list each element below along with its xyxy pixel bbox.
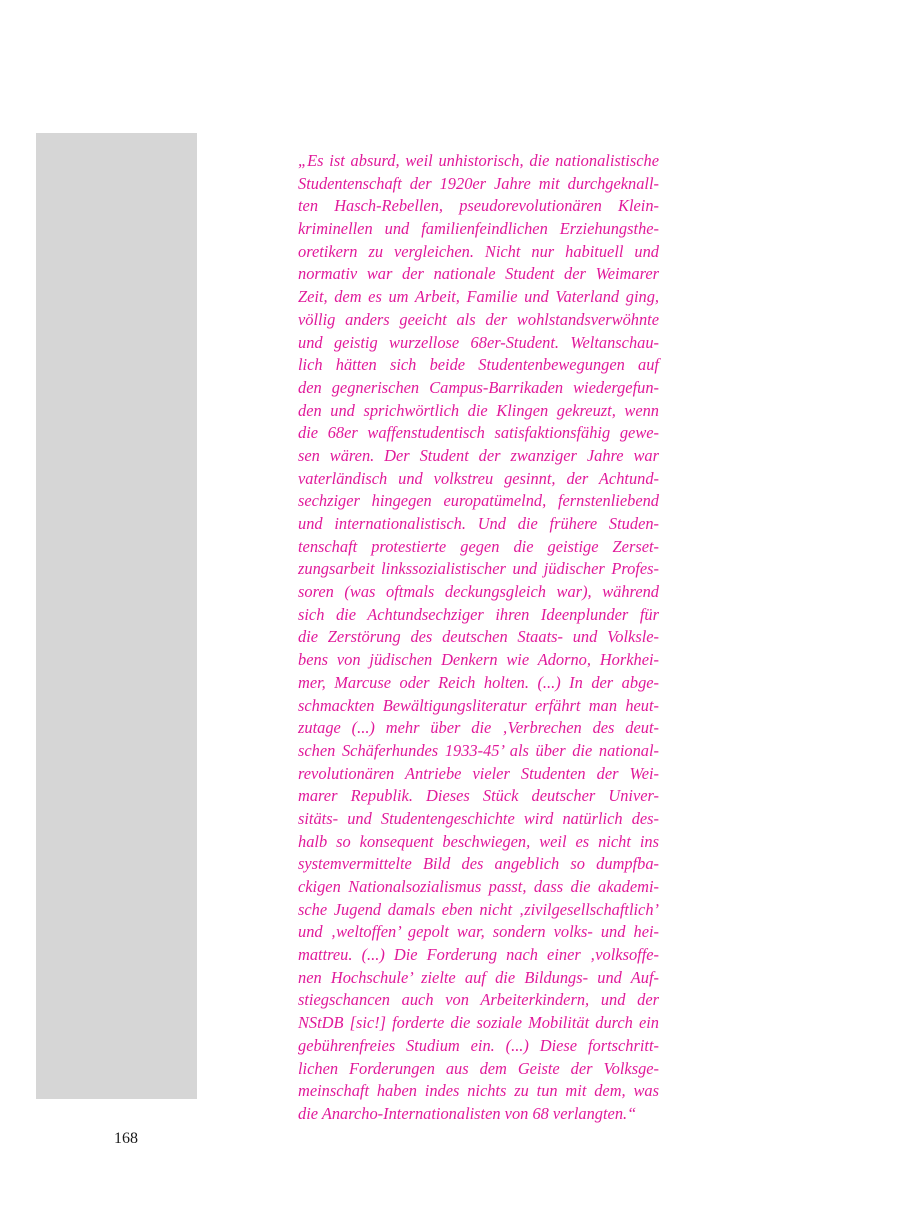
quote-line: „Es ist absurd, weil unhistorisch, die nationalistische (298, 151, 659, 170)
quote-line: meinschaft haben indes nichts zu tun mit dem, was (298, 1081, 659, 1101)
quote-line: mer, Marcuse oder Reich holten. (...) In der abge- (298, 672, 659, 692)
quote-line: sechziger hingegen europatümelnd, fernstenliebend (298, 491, 659, 511)
quote-line: schmackten Bewältigungsliteratur erfährt man heut- (298, 695, 659, 715)
quote-line: den und sprichwörtlich die Klingen gekreuzt, wenn (298, 400, 659, 420)
quote-line: stiegschancen auch von Arbeiterkindern, und der (298, 990, 659, 1010)
quote-line: kriminellen und familienfeindlichen Erziehungsthe- (298, 219, 659, 239)
quote-line: schen Schäferhundes 1933-45’ als über die national- (298, 740, 659, 760)
quote-line: zutage (...) mehr über die ‚Verbrechen des deut- (298, 718, 659, 738)
quote-line: sen wären. Der Student der zwanziger Jahre war (298, 445, 659, 465)
quote-line: ten Hasch-Rebellen, pseudorevolutionären Klein- (298, 196, 659, 216)
quote-line: revolutionären Antriebe vieler Studenten der Wei- (298, 763, 659, 783)
quote-line: systemvermittelte Bild des angeblich so dumpfba- (298, 854, 659, 874)
quote-line: sitäts- und Studentengeschichte wird natürlich des- (298, 808, 659, 828)
quote-line: die Anarcho-Internationalisten von 68 verlangten.“ (298, 1103, 637, 1123)
gray-margin-block (36, 133, 197, 1099)
quote-line: tenschaft protestierte gegen die geistige Zerset- (298, 536, 659, 556)
quote-line: vaterländisch und volkstreu gesinnt, der Achtund- (298, 468, 659, 488)
quote-line: mattreu. (...) Die Forderung nach einer ‚volksoffe- (298, 945, 659, 965)
quote-line: bens von jüdischen Denkern wie Adorno, Horkhei- (298, 650, 659, 670)
quote-line: die 68er waffenstudentisch satisfaktionsfähig gewe- (298, 423, 659, 443)
quote-line: zungsarbeit linkssozialistischer und jüdischer Profes- (298, 559, 659, 579)
quote-line: die Zerstörung des deutschen Staats- und Volksle- (298, 627, 659, 647)
page-number: 168 (114, 1130, 138, 1147)
quote-line: normativ war der nationale Student der Weimarer (298, 264, 659, 284)
quote-line: ckigen Nationalsozialismus passt, dass die akademi- (298, 877, 659, 896)
quote-line: oretikern zu vergleichen. Nicht nur habituell und (298, 241, 659, 261)
quote-line: lichen Forderungen aus dem Geiste der Volksge- (298, 1058, 659, 1078)
quote-line: und geistig wurzellose 68er-Student. Weltanschau- (298, 332, 659, 352)
quote-line: und internationalistisch. Und die frühere Studen- (298, 514, 659, 533)
quote-line: völlig anders geeicht als der wohlstandsverwöhnte (298, 309, 659, 329)
quote-line: marer Republik. Dieses Stück deutscher Univer- (298, 786, 659, 806)
quote-line: sich die Achtundsechziger ihren Ideenplunder für (298, 604, 659, 624)
quote-line: nen Hochschule’ zielte auf die Bildungs- und Auf- (298, 967, 659, 987)
quote-line: den gegnerischen Campus-Barrikaden wiedergefun- (298, 377, 659, 397)
quote-line: lich hätten sich beide Studentenbewegungen auf (298, 355, 659, 375)
quote-line: und ‚weltoffen’ gepolt war, sondern volks- und hei- (298, 922, 659, 942)
quote-line: sche Jugend damals eben nicht ‚zivilgesellschaftlich’ (298, 899, 659, 919)
quote-line: halb so konsequent beschwiegen, weil es nicht ins (298, 831, 659, 851)
quote-line: NStDB [sic!] forderte die soziale Mobilität durch ein (298, 1013, 659, 1033)
quote-line: Studentenschaft der 1920er Jahre mit durchgeknall- (298, 173, 659, 193)
quote-line: gebührenfreies Studium ein. (...) Diese fortschritt- (298, 1035, 659, 1055)
quote-line: Zeit, dem es um Arbeit, Familie und Vaterland ging, (298, 287, 659, 307)
quote-text (298, 150, 659, 1126)
quote-line: soren (was oftmals deckungsgleich war), während (298, 582, 659, 602)
